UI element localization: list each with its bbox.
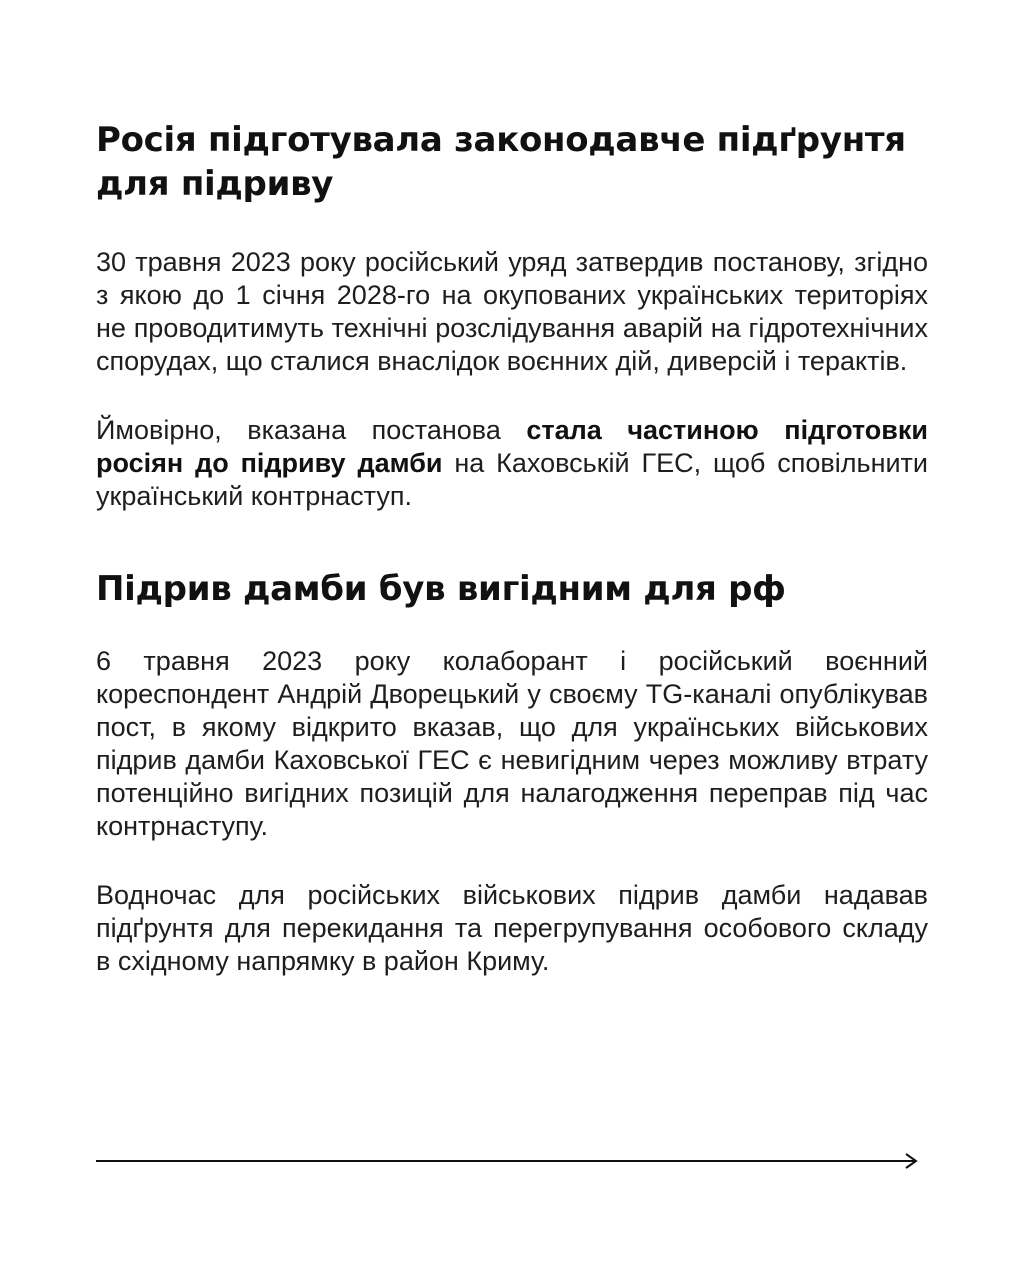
section-2-paragraph-1: 6 травня 2023 року колаборант і російський воєнний кореспондент Андрій Дворецький у своєму TG-каналі опублікував пост, в якому відкрито вказав, що для українських військових підрив дамби Каховської ГЕС є невигідним через можливу втрату потенційно вигідних позицій для налагодження переправ під час контрнаступу. — [96, 646, 928, 841]
paragraph-2-text-after: на Каховській ГЕС, щоб сповільнити український контрнаступ. — [96, 448, 929, 511]
paragraph-2-bold-text: стала частиною підготовки росіян до підриву дамби — [96, 415, 928, 478]
section-2-paragraph-2: Водночас для російських військових підрив дамби надавав підґрунтя для перекидання та перегрупування особового складу в східному напрямку в район Криму. — [96, 880, 928, 976]
paragraph-2-text-before: Ймовірно, вказана постанова — [96, 415, 527, 445]
section-1-paragraph-2 — [96, 414, 928, 513]
section-2-heading: Підрив дамби був вигідним для рф — [96, 569, 786, 609]
section-1-heading: Росія підготувала законодавче підґрунтя для підриву — [96, 120, 906, 204]
article-body — [96, 118, 928, 978]
section-1-paragraph-1: 30 травня 2023 року російський уряд затвердив постанову, згідно з якою до 1 січня 2028-го на окупованих українських територіях не проводитимуть технічні розслідування аварій на гідротехнічних спорудах, що сталися внаслідок воєнних дій, диверсій і терактів. — [96, 247, 928, 376]
arrow-right-icon — [96, 1150, 920, 1172]
section-2 — [96, 567, 928, 611]
section-1 — [96, 118, 928, 206]
next-page-arrow[interactable] — [96, 1150, 920, 1172]
